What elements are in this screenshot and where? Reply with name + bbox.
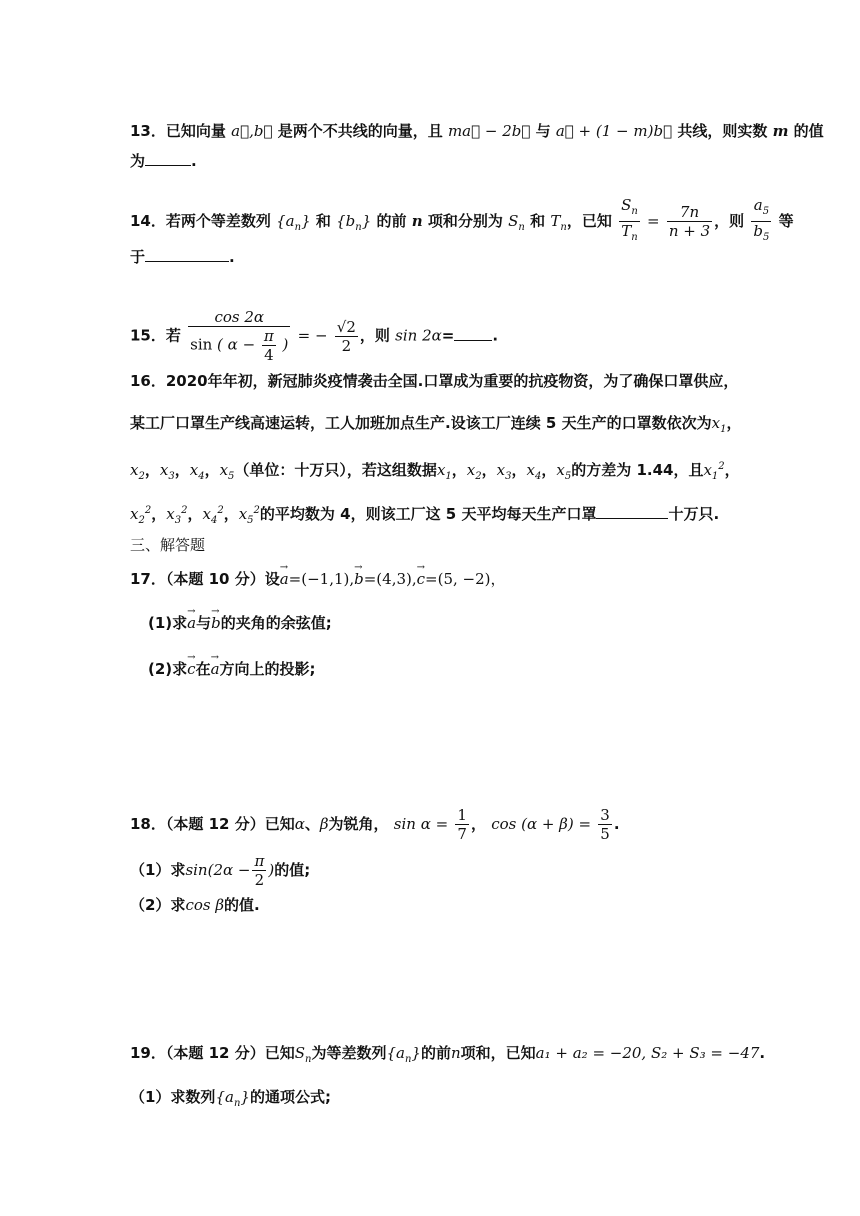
text: 18．（本题 12 分）已知	[130, 815, 295, 833]
section-heading: 三、解答题	[130, 536, 206, 554]
seq-b: $\{b_n\}$	[336, 212, 372, 233]
question-number: 14．	[130, 212, 166, 230]
question-18-part-1: （1）求sin(2α − $\frac{\pi}{2}$ )的值;	[130, 852, 311, 889]
text: 的方差为 1.44，且	[571, 461, 704, 479]
text: 已知向量	[165, 122, 226, 140]
question-number: 13．	[130, 122, 166, 140]
question-16-line-1: 16．2020年年初，新冠肺炎疫情袭击全国.口罩成为重要的抗疫物资，为了确保口罩供应，	[130, 372, 739, 390]
fraction-S-over-T: $\frac{S_n}{T_n}$	[621, 196, 638, 243]
text: ，则	[714, 212, 745, 230]
fraction-sqrt2-2: $\frac{√2}{2}$	[336, 317, 356, 355]
text: 19．（本题 12 分）已知	[130, 1044, 295, 1062]
expr-a-1-m-b: a⃗ + (1 − m)b⃗	[555, 122, 673, 140]
sin-2a: sin 2α	[395, 326, 442, 345]
text: 项和分别为	[427, 212, 503, 230]
cos-alpha-plus-beta: cos (α + β) =	[491, 815, 592, 833]
fraction-3-5: $\frac{3}{5}$	[600, 806, 610, 843]
var-m: m	[772, 122, 789, 140]
question-15	[130, 308, 740, 364]
text: 若	[165, 326, 181, 345]
question-18: 18．（本题 12 分）已知α、β为锐角， sin α = $\frac{1}{7}$ ， cos (α + β) = $\frac{3}{5}$ .	[130, 806, 620, 843]
text: 是两个不共线的向量，且	[277, 122, 443, 140]
question-13-line-1	[130, 120, 824, 142]
question-13-line-2	[130, 150, 740, 172]
question-14-line-2	[130, 246, 740, 268]
seq-a: $\{a_n\}$	[276, 212, 311, 233]
expr-ma-2b: ma⃗ − 2b⃗	[447, 122, 531, 140]
sin-alpha: sin α =	[393, 815, 449, 833]
text: 若两个等差数列	[165, 212, 271, 230]
question-18-part-2: （2）求cos β的值.	[130, 896, 260, 914]
text: 十万只.	[668, 505, 720, 523]
text: 17．（本题 10 分）设	[130, 570, 280, 588]
text: 共线，则实数	[677, 122, 768, 140]
question-17-part-1: (1)求→ a与→ b的夹角的余弦值;	[148, 612, 740, 634]
text: 等	[778, 212, 794, 230]
given-expression: a₁ + a₂ = −20, S₂ + S₃ = −47	[535, 1044, 760, 1062]
answer-blank[interactable]	[596, 504, 668, 519]
text: = −	[297, 326, 328, 345]
fraction-a5-b5: $\frac{a_5}{b_5}$	[753, 196, 770, 243]
text: .	[229, 248, 235, 266]
question-16-line-3: $x_2$，$x_3$，$x_4$，$x_5$（单位：十万只），若这组数据$x_1$，$x_2$，$x_3$，$x_4$，$x_5$的方差为 1.44，且$x_1^2$，	[130, 461, 740, 482]
text: 某工厂口罩生产线高速运转，工人加班加点生产.设该工厂连续 5 天生产的口罩数依次为	[130, 414, 712, 432]
question-17: 17．（本题 10 分）设→ a=(−1,1),→ b=(4,3),→ c=(5, −2)，	[130, 568, 740, 590]
question-19: 19．（本题 12 分）已知$S_n$为等差数列$\{a_n\}$的前n项和，已知a₁ + a₂ = −20, S₂ + S₃ = −47.	[130, 1044, 766, 1065]
vector-a: → a	[280, 568, 289, 590]
text: 为	[130, 152, 146, 170]
var-n: n	[411, 212, 423, 230]
sum-S: $S_n$	[508, 212, 525, 233]
question-19-part-1: （1）求数列$\{a_n\}$的通项公式;	[130, 1088, 331, 1109]
text: 的平均数为 4，则该工厂这 5 天平均每天生产口罩	[259, 505, 597, 523]
vector-c: → c	[417, 568, 425, 590]
sum-T: $T_n$	[550, 212, 567, 233]
text: =	[441, 326, 455, 345]
text: 和	[530, 212, 546, 230]
question-14-line-1: 14．若两个等差数列 $\{a_n\}$ 和 $\{b_n\}$ 的前 n 项和分别为 $S_n$ 和 $T_n$，已知 $\frac{S_n}{T_n}$ = $\frac{7n}{n + 3}$ ，则 $\frac{a_5}{b_5}$ 等	[130, 196, 740, 247]
fraction-7n: $\frac{7n}{n + 3}$	[668, 203, 711, 240]
text: ，已知	[566, 212, 612, 230]
answer-blank[interactable]	[145, 151, 191, 166]
text: 于	[130, 248, 146, 266]
text: 和	[315, 212, 331, 230]
answer-blank[interactable]	[145, 247, 229, 262]
vector-b: → b	[354, 568, 364, 590]
question-16-line-4: $x_2^2$，$x_3^2$，$x_4^2$，$x_5^2$的平均数为 4，则该工厂这 5 天平均每天生产口罩 十万只.	[130, 505, 720, 526]
text: （单位：十万只），若这组数据	[234, 461, 437, 479]
text: 的值	[793, 122, 824, 140]
question-number: 15．	[130, 326, 166, 345]
vectors-ab: a⃗,b⃗	[231, 122, 273, 140]
fraction-1-7: $\frac{1}{7}$	[457, 806, 467, 843]
answer-blank[interactable]	[454, 326, 492, 341]
text: .	[191, 152, 197, 170]
text: 与	[535, 122, 551, 140]
question-17-part-2: (2)求→ c在→ a方向上的投影;	[148, 658, 740, 680]
question-16-line-2: 某工厂口罩生产线高速运转，工人加班加点生产.设该工厂连续 5 天生产的口罩数依次为$x_1$，	[130, 414, 742, 435]
text: ，则	[359, 326, 390, 345]
fraction-cos2a: cos 2α sin ( α − $\frac{\pi}{4}$ )	[190, 308, 289, 364]
text: .	[492, 326, 499, 345]
text: 的前	[376, 212, 407, 230]
